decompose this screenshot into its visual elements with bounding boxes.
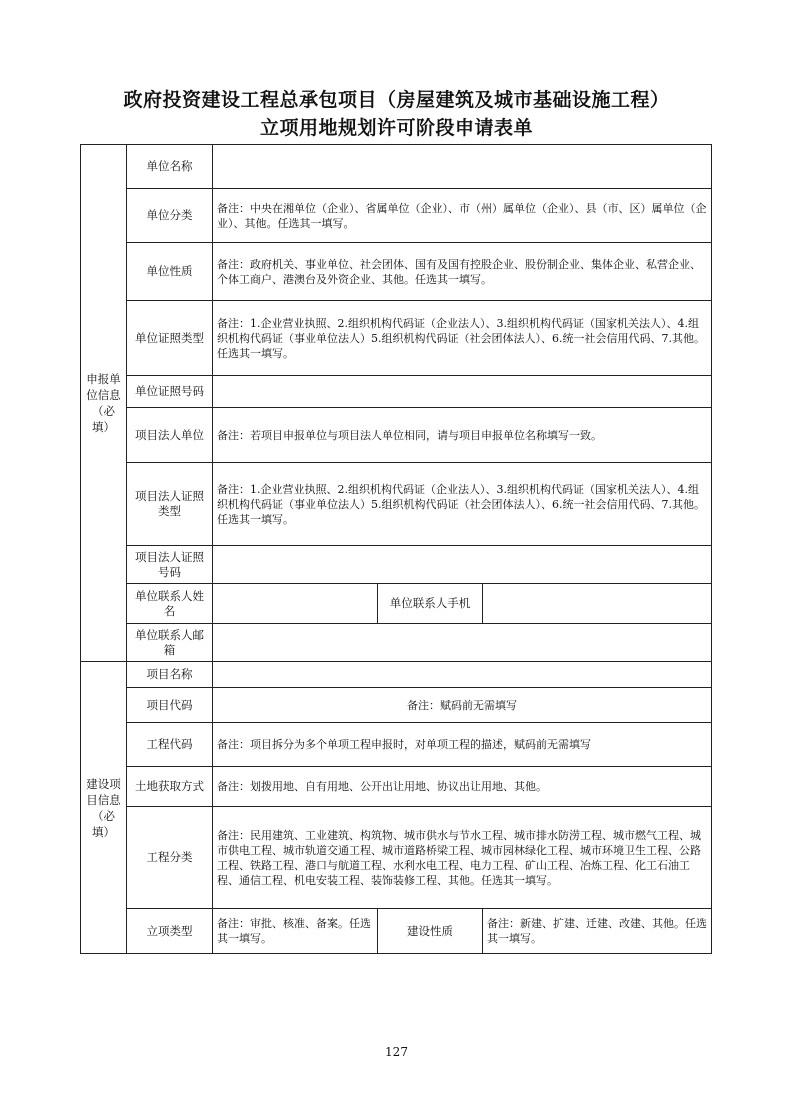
project-code-label: 项目代码	[127, 688, 213, 723]
project-code-field[interactable]: 备注：赋码前无需填写	[213, 688, 712, 723]
section-project-label: 建设项目信息（必填）	[81, 662, 127, 954]
unit-license-type-field[interactable]: 备注：1.企业营业执照、2.组织机构代码证（企业法人）、3.组织机构代码证（国家机关法人）、4.组织机构代码证（事业单位法人）5.组织机构代码证（社会团体法人）、6.统一社会信用代码、7.其他。任选其一填写。	[213, 301, 712, 376]
page-title: 政府投资建设工程总承包项目（房屋建筑及城市基础设施工程）	[123, 89, 670, 111]
table-row	[81, 243, 712, 301]
table-row	[81, 807, 712, 909]
application-form-table	[80, 144, 712, 954]
table-row	[81, 463, 712, 546]
legal-unit-field[interactable]: 备注：若项目申报单位与项目法人单位相同，请与项目申报单位名称填写一致。	[213, 408, 712, 463]
unit-license-no-label: 单位证照号码	[127, 376, 213, 408]
unit-nature-label: 单位性质	[127, 243, 213, 301]
table-row	[81, 376, 712, 408]
unit-name-field[interactable]	[213, 145, 712, 189]
legal-license-no-field[interactable]	[213, 546, 712, 584]
engineering-code-field[interactable]: 备注：项目拆分为多个单项工程申报时，对单项工程的描述，赋码前无需填写	[213, 723, 712, 767]
project-name-field[interactable]	[213, 662, 712, 688]
table-row	[81, 688, 712, 723]
contact-phone-field[interactable]	[483, 584, 712, 624]
table-row	[81, 408, 712, 463]
table-row	[81, 767, 712, 807]
engineering-code-label: 工程代码	[127, 723, 213, 767]
table-row	[81, 723, 712, 767]
land-method-field[interactable]: 备注：划拨用地、自有用地、公开出让用地、协议出让用地、其他。	[213, 767, 712, 807]
approval-type-field[interactable]: 备注：审批、核准、备案。任选其一填写。	[213, 909, 378, 954]
unit-nature-field[interactable]: 备注：政府机关、事业单位、社会团体、国有及国有控股企业、股份制企业、集体企业、私营企业、个体工商户、港澳台及外资企业、其他。任选其一填写。	[213, 243, 712, 301]
table-row	[81, 546, 712, 584]
table-row	[81, 624, 712, 662]
legal-unit-label: 项目法人单位	[127, 408, 213, 463]
project-name-label: 项目名称	[127, 662, 213, 688]
table-row	[81, 145, 712, 189]
table-row	[81, 909, 712, 954]
land-method-label: 土地获取方式	[127, 767, 213, 807]
section-applicant-label: 申报单位信息（必填）	[81, 145, 127, 662]
approval-type-label: 立项类型	[127, 909, 213, 954]
engineering-category-field[interactable]: 备注：民用建筑、工业建筑、构筑物、城市供水与节水工程、城市排水防涝工程、城市燃气工程、城市供电工程、城市轨道交通工程、城市道路桥梁工程、城市园林绿化工程、城市环境卫生工程、公路工程、铁路工程、港口与航道工程、水利水电工程、电力工程、矿山工程、冶炼工程、化工石油工程、通信工程、机电安装工程、装饰装修工程、其他。任选其一填写。	[213, 807, 712, 909]
contact-email-field[interactable]	[213, 624, 712, 662]
contact-name-field[interactable]	[213, 584, 378, 624]
construction-nature-field[interactable]: 备注：新建、扩建、迁建、改建、其他。任选其一填写。	[483, 909, 712, 954]
table-row	[81, 301, 712, 376]
page-subtitle: 立项用地规划许可阶段申请表单	[259, 117, 533, 139]
contact-name-label: 单位联系人姓名	[127, 584, 213, 624]
table-row	[81, 584, 712, 624]
contact-email-label: 单位联系人邮箱	[127, 624, 213, 662]
legal-license-type-field[interactable]: 备注：1.企业营业执照、2.组织机构代码证（企业法人）、3.组织机构代码证（国家机关法人）、4.组织机构代码证（事业单位法人）5.组织机构代码证（社会团体法人）、6.统一社会信用代码、7.其他。任选其一填写。	[213, 463, 712, 546]
unit-category-field[interactable]: 备注：中央在湘单位（企业）、省属单位（企业）、市（州）属单位（企业）、县（市、区）属单位（企业）、其他。任选其一填写。	[213, 189, 712, 243]
engineering-category-label: 工程分类	[127, 807, 213, 909]
unit-license-type-label: 单位证照类型	[127, 301, 213, 376]
unit-license-no-field[interactable]	[213, 376, 712, 408]
unit-category-label: 单位分类	[127, 189, 213, 243]
table-row	[81, 662, 712, 688]
page-number: 127	[385, 1045, 408, 1059]
contact-phone-label: 单位联系人手机	[378, 584, 483, 624]
legal-license-no-label: 项目法人证照号码	[127, 546, 213, 584]
table-row	[81, 189, 712, 243]
unit-name-label: 单位名称	[127, 145, 213, 189]
construction-nature-label: 建设性质	[378, 909, 483, 954]
legal-license-type-label: 项目法人证照类型	[127, 463, 213, 546]
